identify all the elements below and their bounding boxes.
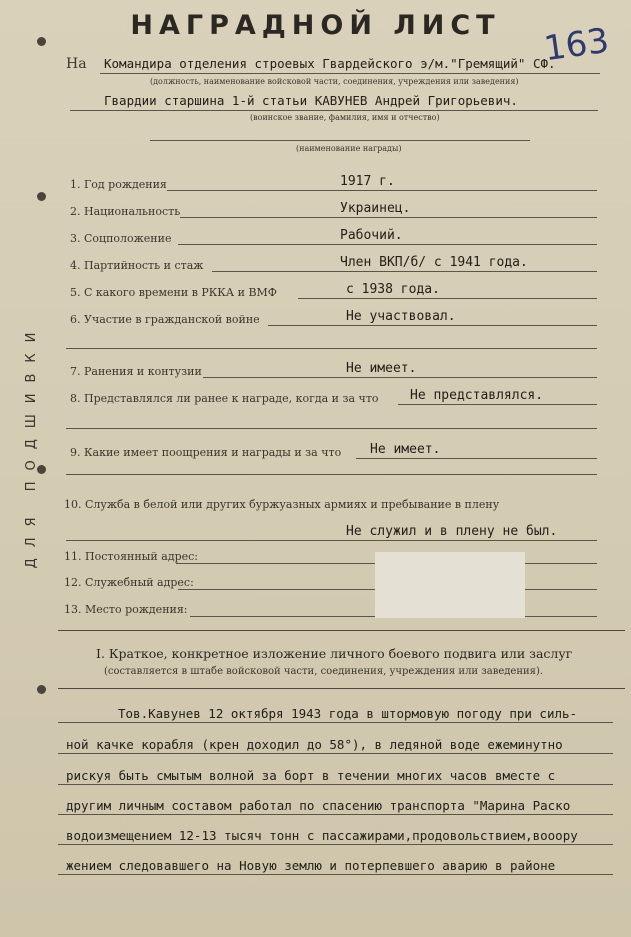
field-7-label: 7. Ранения и контузии [70, 365, 202, 378]
field-8-label: 8. Представлялся ли ранее к награде, когда и за что [70, 392, 379, 405]
field-4-label: 4. Партийность и стаж [70, 259, 204, 272]
field-4-value: Член ВКП/б/ с 1941 года. [340, 255, 528, 270]
narrative-line: жением следовавшего на Новую землю и потерпевшего аварию в районе [66, 858, 556, 873]
punch-hole [37, 685, 46, 694]
binding-margin-label: ДЛЯ ПОДШИВКИ [24, 321, 39, 569]
section-heading: I. Краткое, конкретное изложение личного боевого подвига или заслуг [96, 646, 573, 661]
award-caption: (наименование награды) [296, 144, 402, 153]
field-8-value: Не представлялся. [410, 388, 544, 403]
narrative-line: водоизмещением 12-13 тысяч тонн с пассажирами,продовольствием,вооору [66, 828, 578, 843]
narrative-line: Тов.Кавунев 12 октября 1943 года в штормовую погоду при силь- [118, 706, 578, 721]
field-11-label: 11. Постоянный адрес: [64, 550, 199, 563]
field-1-value: 1917 г. [340, 174, 395, 189]
archive-number-stamp: 163 [541, 20, 612, 70]
field-5-value: с 1938 года. [346, 282, 440, 297]
field-10-label: 10. Служба в белой или других буржуазных армиях и пребывание в плену [64, 498, 500, 511]
punch-hole [37, 37, 46, 46]
field-9-label: 9. Какие имеет поощрения и награды и за что [70, 446, 342, 459]
field-9-value: Не имеет. [370, 442, 441, 457]
field-10-value: Не служил и в плену не был. [346, 524, 558, 539]
document-title: НАГРАДНОЙ ЛИСТ [130, 10, 501, 41]
field-12-label: 12. Служебный адрес: [64, 576, 194, 589]
commander-caption: (должность, наименование войсковой части, соединения, учреждения или заведения) [150, 77, 519, 86]
redacted-area [375, 552, 525, 618]
field-13-label: 13. Место рождения: [64, 603, 188, 616]
field-2-label: 2. Национальность [70, 205, 181, 218]
field-6-value: Не участвовал. [346, 309, 456, 324]
field-1-label: 1. Год рождения [70, 178, 167, 191]
punch-hole [37, 192, 46, 201]
recipient-prefix: На [66, 56, 87, 72]
field-7-value: Не имеет. [346, 361, 417, 376]
commander-text: Командира отделения строевых Гвардейского э/м."Гремящий" СФ. [104, 56, 556, 71]
field-3-label: 3. Соцположение [70, 232, 172, 245]
rank-caption: (воинское звание, фамилия, имя и отчество) [250, 113, 440, 122]
field-2-value: Украинец. [340, 201, 411, 216]
field-3-value: Рабочий. [340, 228, 403, 243]
narrative-line: другим личным составом работал по спасению транспорта "Марина Раско [66, 798, 571, 813]
section-subheading: (составляется в штабе войсковой части, соединения, учреждения или заведения). [104, 666, 544, 677]
field-5-label: 5. С какого времени в РККА и ВМФ [70, 286, 277, 299]
narrative-line: ной качке корабля (крен доходил до 58°), в ледяной воде ежеминутно [66, 737, 563, 752]
rank-name: Гвардии старшина 1-й статьи КАВУНЕВ Андрей Григорьевич. [104, 93, 518, 108]
field-6-label: 6. Участие в гражданской войне [70, 313, 260, 326]
narrative-line: рискуя быть смытым волной за борт в течении многих часов вместе с [66, 768, 556, 783]
